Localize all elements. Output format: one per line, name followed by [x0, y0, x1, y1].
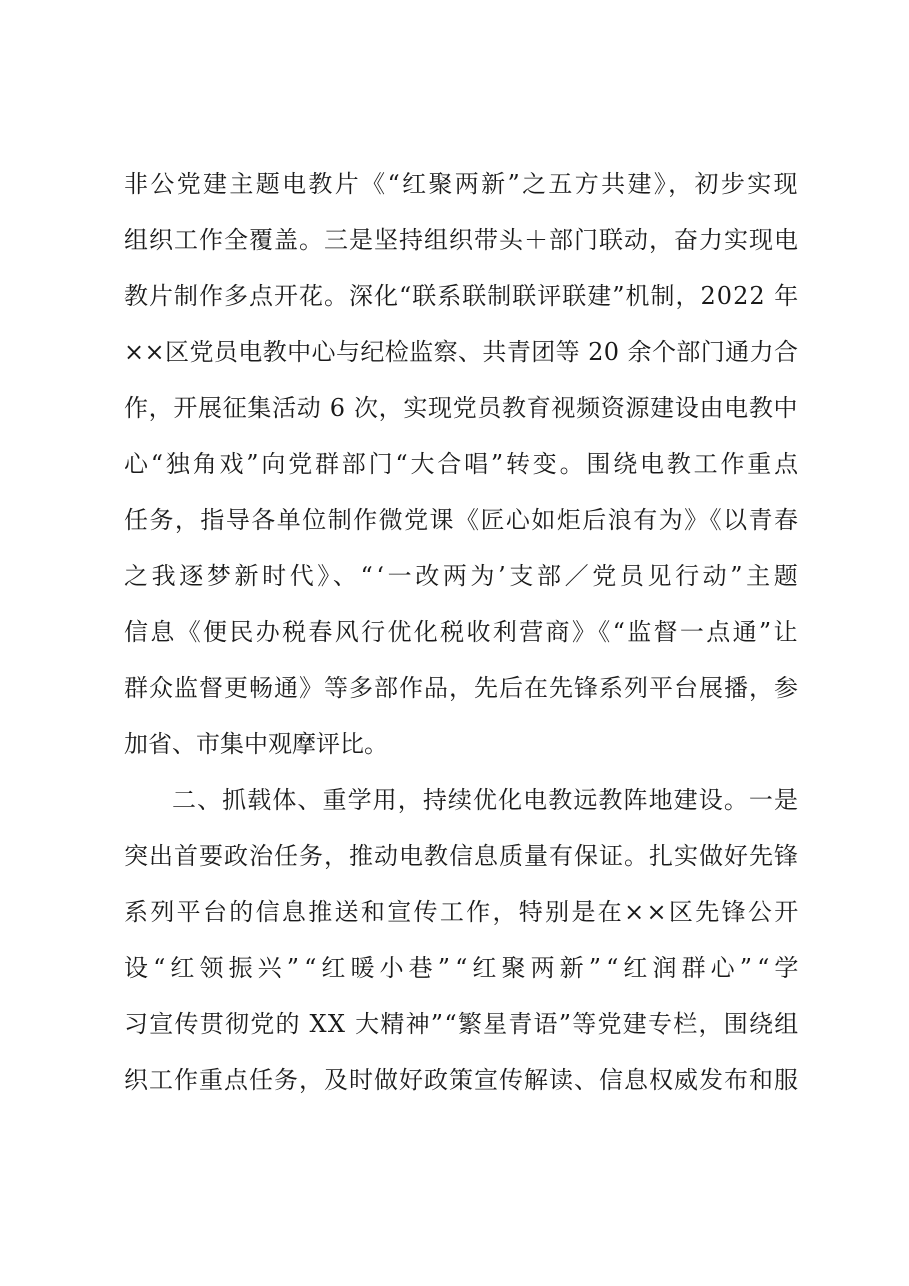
- text-line-2: 组织工作全覆盖。三是坚持组织带头＋部门联动，奋力实现电: [124, 226, 799, 254]
- text-line-5: 作，开展征集活动 6 次，实现党员教育视频资源建设由电教中: [124, 394, 799, 422]
- text-line-1: 非公党建主题电教片《“红聚两新”之五方共建》，初步实现: [124, 170, 800, 198]
- text-line-12: 二、抓载体、重学用，持续优化电教远教阵地建设。一是: [172, 786, 800, 814]
- text-line-7: 任务，指导各单位制作微党课《匠心如炬后浪有为》《以青春: [124, 506, 800, 534]
- text-line-8: 之我逐梦新时代》、“‘一改两为’支部／党员见行动”主题: [124, 562, 802, 590]
- text-line-15: 设“红领振兴”“红暖小巷”“红聚两新”“红润群心”“学: [124, 954, 804, 982]
- text-line-10: 群众监督更畅通》等多部作品，先后在先锋系列平台展播，参: [124, 674, 799, 702]
- text-line-16: 习宣传贯彻党的 XX 大精神”“繁星青语”等党建专栏，围绕组: [124, 1010, 800, 1038]
- text-line-6: 心“独角戏”向党群部门“大合唱”转变。围绕电教工作重点: [124, 450, 801, 478]
- text-line-17: 织工作重点任务，及时做好政策宣传解读、信息权威发布和服: [124, 1066, 799, 1094]
- text-line-3: 教片制作多点开花。深化“联系联制联评联建”机制，2022 年: [124, 282, 800, 310]
- text-line-11: 加省、市集中观摩评比。: [124, 730, 388, 758]
- text-line-14: 系列平台的信息推送和宣传工作，特别是在××区先锋公开: [124, 898, 801, 926]
- text-line-13: 突出首要政治任务，推动电教信息质量有保证。扎实做好先锋: [124, 842, 799, 870]
- text-line-9: 信息《便民办税春风行优化税收利营商》《“监督一点通”让: [124, 618, 800, 646]
- text-line-4: ××区党员电教中心与纪检监察、共青团等 20 余个部门通力合: [124, 338, 799, 366]
